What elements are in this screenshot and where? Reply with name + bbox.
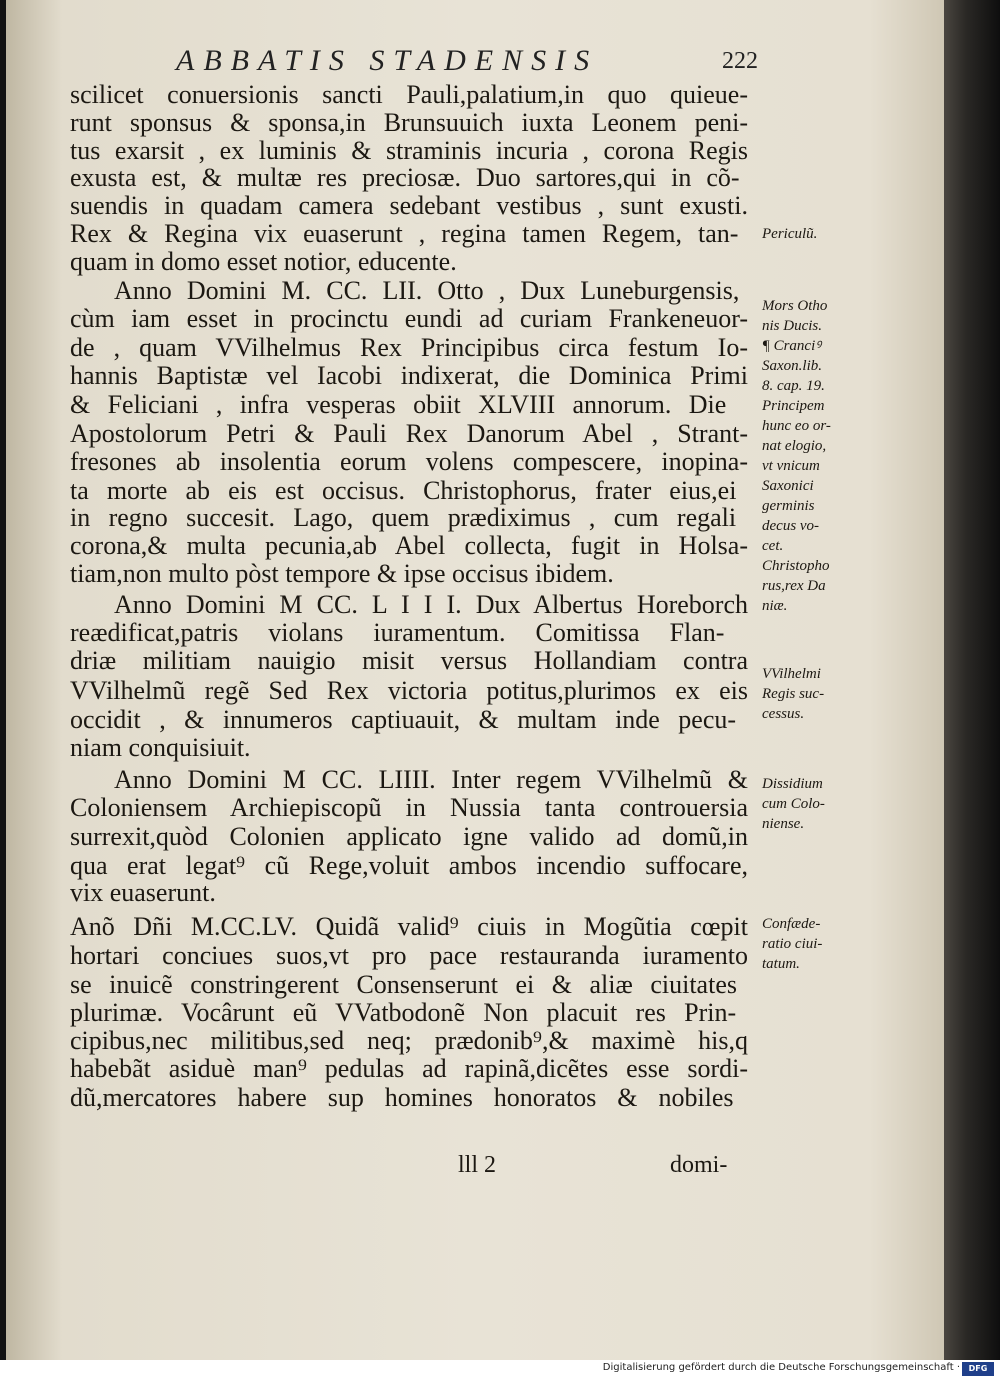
body-line: se inuicẽ constringerent Consenserunt ei & aliæ ciuitates <box>70 970 737 999</box>
body-line: tiam,non multo pòst tempore & ipse occisus ibidem. <box>70 559 614 588</box>
footer-bar <box>0 1360 1000 1378</box>
margin-note: ratio ciui- <box>762 936 823 952</box>
margin-note: Saxonici <box>762 478 814 494</box>
body-line: vix euaserunt. <box>70 878 216 907</box>
body-line: hannis Baptistæ vel Iacobi indixerat, die Dominica Primi <box>70 361 748 390</box>
body-line: runt sponsus & sponsa,in Brunsuuich iuxta Leonem peni- <box>70 108 748 137</box>
margin-note: rus,rex Da <box>762 578 826 594</box>
margin-note: Periculũ. <box>762 226 818 242</box>
body-line: de , quam VVilhelmus Rex Principibus circa festum Io- <box>70 333 748 362</box>
body-line: driæ militiam nauigio misit versus Hollandiam contra <box>70 646 748 675</box>
margin-note: 8. cap. 19. <box>762 378 825 394</box>
page-edge <box>944 0 1000 1360</box>
margin-note: Saxon.lib. <box>762 358 822 374</box>
body-line: fresones ab insolentia eorum volens compescere, inopina- <box>70 447 748 476</box>
body-line: Anõ Dñi M.CC.LV. Quidã valid⁹ ciuis in Mogũtia cœpit <box>70 912 748 941</box>
margin-note: tatum. <box>762 956 800 972</box>
body-line: cipibus,nec militibus,sed neq; prædonib⁹,& maximè his,q <box>70 1026 748 1055</box>
margin-note: niense. <box>762 816 805 832</box>
margin-note: VVilhelmi <box>762 666 821 682</box>
margin-note: nis Ducis. <box>762 318 822 334</box>
body-line: suendis in quadam camera sedebant vestibus , sunt exusti. <box>70 191 748 220</box>
body-line: qua erat legat⁹ cũ Rege,voluit ambos incendio suffocare, <box>70 851 748 880</box>
body-line: habebãt asiduè man⁹ pedulas ad rapinã,dicẽtes esse sordi- <box>70 1054 748 1083</box>
body-line: cùm iam esset in procinctu eundi ad curiam Frankeneuor- <box>70 304 748 333</box>
funding-note: Digitalisierung gefördert durch die Deutsche Forschungsgemeinschaft · <box>602 1362 960 1373</box>
running-title: ABBATIS STADENSIS <box>176 44 599 77</box>
margin-note: ¶ Cranciꝰ <box>762 338 821 354</box>
margin-note: decus vo- <box>762 518 820 534</box>
catchword: domi- <box>670 1152 728 1178</box>
body-line: occidit , & innumeros captiuauit, & multam inde pecu- <box>70 705 737 734</box>
margin-note: cum Colo- <box>762 796 825 812</box>
margin-note: niæ. <box>762 598 788 614</box>
margin-note: nat elogio, <box>762 438 827 454</box>
body-line: plurimæ. Vocârunt eũ VVatbodonẽ Non placuit res Prin- <box>70 998 737 1027</box>
body-line: reædificat,patris violans iuramentum. Comitissa Flan- <box>70 618 725 647</box>
margin-note: cet. <box>762 538 784 554</box>
body-line: quam in domo esset notior, educente. <box>70 247 457 276</box>
body-line: Rex & Regina vix euaserunt , regina tamen Regem, tan- <box>70 219 739 248</box>
body-line: exusta est, & multæ res preciosæ. Duo sartores,qui in cõ- <box>70 163 740 192</box>
body-line: Anno Domini M. CC. LII. Otto , Dux Luneburgensis, <box>114 276 740 305</box>
body-line: Coloniensem Archiepiscopũ in Nussia tanta controuersia <box>70 793 748 822</box>
margin-note: Principem <box>762 398 825 414</box>
book-page <box>6 0 944 1360</box>
margin-note: Mors Otho <box>762 298 828 314</box>
body-line: hortari conciues suos,vt pro pace restauranda iuramento <box>70 941 748 970</box>
body-line: & Feliciani , infra vesperas obiit XLVIII annorum. Die <box>70 390 727 419</box>
body-line: niam conquisiuit. <box>70 733 251 762</box>
body-line: Apostolorum Petri & Pauli Rex Danorum Abel , Strant- <box>70 419 748 448</box>
body-line: surrexit,quòd Colonien applicato igne valido ad domũ,in <box>70 822 748 851</box>
margin-note: Regis suc- <box>762 686 825 702</box>
body-line: Anno Domini M CC. LIIII. Inter regem VVilhelmũ & <box>114 765 748 794</box>
margin-note: Christopho <box>762 558 830 574</box>
signature-mark: lll 2 <box>458 1152 497 1178</box>
body-line: ta morte ab eis est occisus. Christophorus, frater eius,ei <box>70 476 737 505</box>
body-line: tus exarsit , ex luminis & straminis incuria , corona Regis <box>70 136 748 165</box>
body-line: Anno Domini M CC. L I I I. Dux Albertus Horeborch <box>114 590 748 619</box>
margin-note: Dissidium <box>762 776 823 792</box>
margin-note: hunc eo or- <box>762 418 831 434</box>
margin-note: vt vnicum <box>762 458 820 474</box>
margin-note: Confæde- <box>762 916 821 932</box>
margin-note: cessus. <box>762 706 805 722</box>
margin-note: germinis <box>762 498 815 514</box>
body-line: scilicet conuersionis sancti Pauli,palatium,in quo quieue- <box>70 80 748 109</box>
body-line: in regno succesit. Lago, quem prædiximus , cum regali <box>70 503 737 532</box>
body-line: VVilhelmũ regẽ Sed Rex victoria potitus,plurimos ex eis <box>70 676 748 705</box>
body-line: corona,& multa pecunia,ab Abel collecta, fugit in Holsa- <box>70 531 748 560</box>
page-number: 222 <box>722 48 758 74</box>
body-line: dũ,mercatores habere sup homines honoratos & nobiles <box>70 1083 734 1112</box>
dfg-logo: DFG <box>962 1362 994 1376</box>
